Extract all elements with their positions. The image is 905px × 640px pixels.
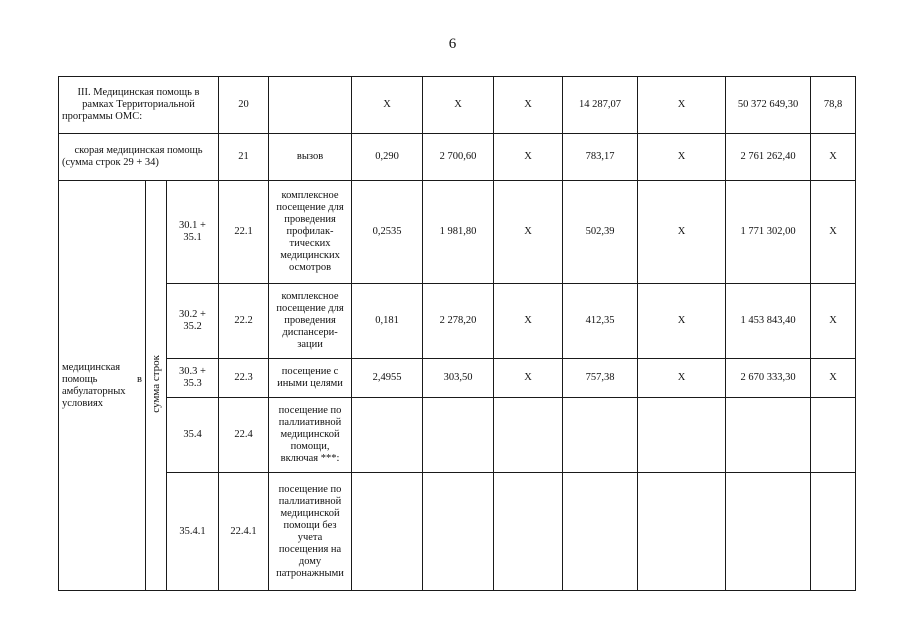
norm-volume-cell: 0,2535 — [352, 181, 423, 284]
budget-per-capita-cell: X — [494, 134, 563, 181]
budget-per-capita-cell — [494, 398, 563, 473]
unit-cell: комплексное посещение для проведения профилак-тических медицинских осмотров — [269, 181, 352, 284]
page-number: 6 — [448, 36, 457, 52]
oms-per-capita-cell — [563, 398, 638, 473]
table-row — [59, 359, 856, 398]
norm-cost-cell — [423, 473, 494, 591]
line-number: 22.4 — [219, 398, 269, 473]
sum-rows-label — [146, 181, 167, 591]
percent-cell — [811, 398, 856, 473]
line-number: 22.2 — [219, 284, 269, 359]
unit-cell: посещение с иными целями — [269, 359, 352, 398]
oms-total-cell — [726, 473, 811, 591]
row-reference: 30.1 + 35.1 — [167, 181, 219, 284]
row-reference: 35.4 — [167, 398, 219, 473]
unit-cell: посещение по паллиативной медицинской помощи, включая ***: — [269, 398, 352, 473]
budget-total-cell: X — [638, 284, 726, 359]
budget-per-capita-cell: X — [494, 181, 563, 284]
oms-per-capita-cell: 783,17 — [563, 134, 638, 181]
table-row — [59, 473, 856, 591]
line-number: 22.3 — [219, 359, 269, 398]
oms-per-capita-cell: 757,38 — [563, 359, 638, 398]
line-number: 22.4.1 — [219, 473, 269, 591]
percent-cell: X — [811, 181, 856, 284]
norm-cost-cell: 2 278,20 — [423, 284, 494, 359]
sum-rows-text: сумма строк — [150, 354, 162, 413]
budget-total-cell: X — [638, 181, 726, 284]
norm-cost-cell: 2 700,60 — [423, 134, 494, 181]
line-number: 22.1 — [219, 181, 269, 284]
ambulatory-group-text: медицинская помощь в амбулаторных условиях — [62, 361, 142, 409]
budget-per-capita-cell: X — [494, 284, 563, 359]
oms-per-capita-cell: 412,35 — [563, 284, 638, 359]
norm-cost-cell: 1 981,80 — [423, 181, 494, 284]
unit-cell: вызов — [269, 134, 352, 181]
budget-total-cell: X — [638, 134, 726, 181]
norm-cost-cell: 303,50 — [423, 359, 494, 398]
percent-cell: X — [811, 134, 856, 181]
table-row — [59, 398, 856, 473]
table-row — [59, 77, 856, 134]
row-reference: 30.3 + 35.3 — [167, 359, 219, 398]
budget-total-cell: X — [638, 359, 726, 398]
budget-total-cell — [638, 473, 726, 591]
norm-volume-cell: 2,4955 — [352, 359, 423, 398]
section-label: III. Медицинская помощь в рамках Территориальной программы ОМС: — [59, 77, 219, 134]
oms-per-capita-cell: 502,39 — [563, 181, 638, 284]
norm-volume-cell: X — [352, 77, 423, 134]
oms-total-cell — [726, 398, 811, 473]
table-row — [59, 181, 856, 284]
oms-total-cell: 2 670 333,30 — [726, 359, 811, 398]
percent-cell: X — [811, 284, 856, 359]
norm-volume-cell: 0,290 — [352, 134, 423, 181]
oms-per-capita-cell: 14 287,07 — [563, 77, 638, 134]
oms-total-cell: 2 761 262,40 — [726, 134, 811, 181]
unit-cell: комплексное посещение для проведения диспансери-зации — [269, 284, 352, 359]
oms-total-cell: 1 453 843,40 — [726, 284, 811, 359]
norm-cost-cell: X — [423, 77, 494, 134]
oms-total-cell: 50 372 649,30 — [726, 77, 811, 134]
ambulatory-group-label — [59, 181, 146, 591]
unit-cell: посещение по паллиативной медицинской помощи без учета посещения на дому патронажными — [269, 473, 352, 591]
budget-total-cell — [638, 398, 726, 473]
row-reference: 30.2 + 35.2 — [167, 284, 219, 359]
percent-cell — [811, 473, 856, 591]
percent-cell: X — [811, 359, 856, 398]
budget-per-capita-cell — [494, 473, 563, 591]
norm-volume-cell — [352, 398, 423, 473]
oms-total-cell: 1 771 302,00 — [726, 181, 811, 284]
section-label: скорая медицинская помощь (сумма строк 29 + 34) — [59, 134, 219, 181]
budget-total-cell: X — [638, 77, 726, 134]
norm-volume-cell — [352, 473, 423, 591]
line-number: 21 — [219, 134, 269, 181]
norm-volume-cell: 0,181 — [352, 284, 423, 359]
percent-cell: 78,8 — [811, 77, 856, 134]
table-row — [59, 284, 856, 359]
oms-per-capita-cell — [563, 473, 638, 591]
budget-per-capita-cell: X — [494, 77, 563, 134]
norm-cost-cell — [423, 398, 494, 473]
unit-cell — [269, 77, 352, 134]
budget-per-capita-cell: X — [494, 359, 563, 398]
row-reference: 35.4.1 — [167, 473, 219, 591]
medical-care-table — [58, 76, 856, 591]
table-row — [59, 134, 856, 181]
line-number: 20 — [219, 77, 269, 134]
